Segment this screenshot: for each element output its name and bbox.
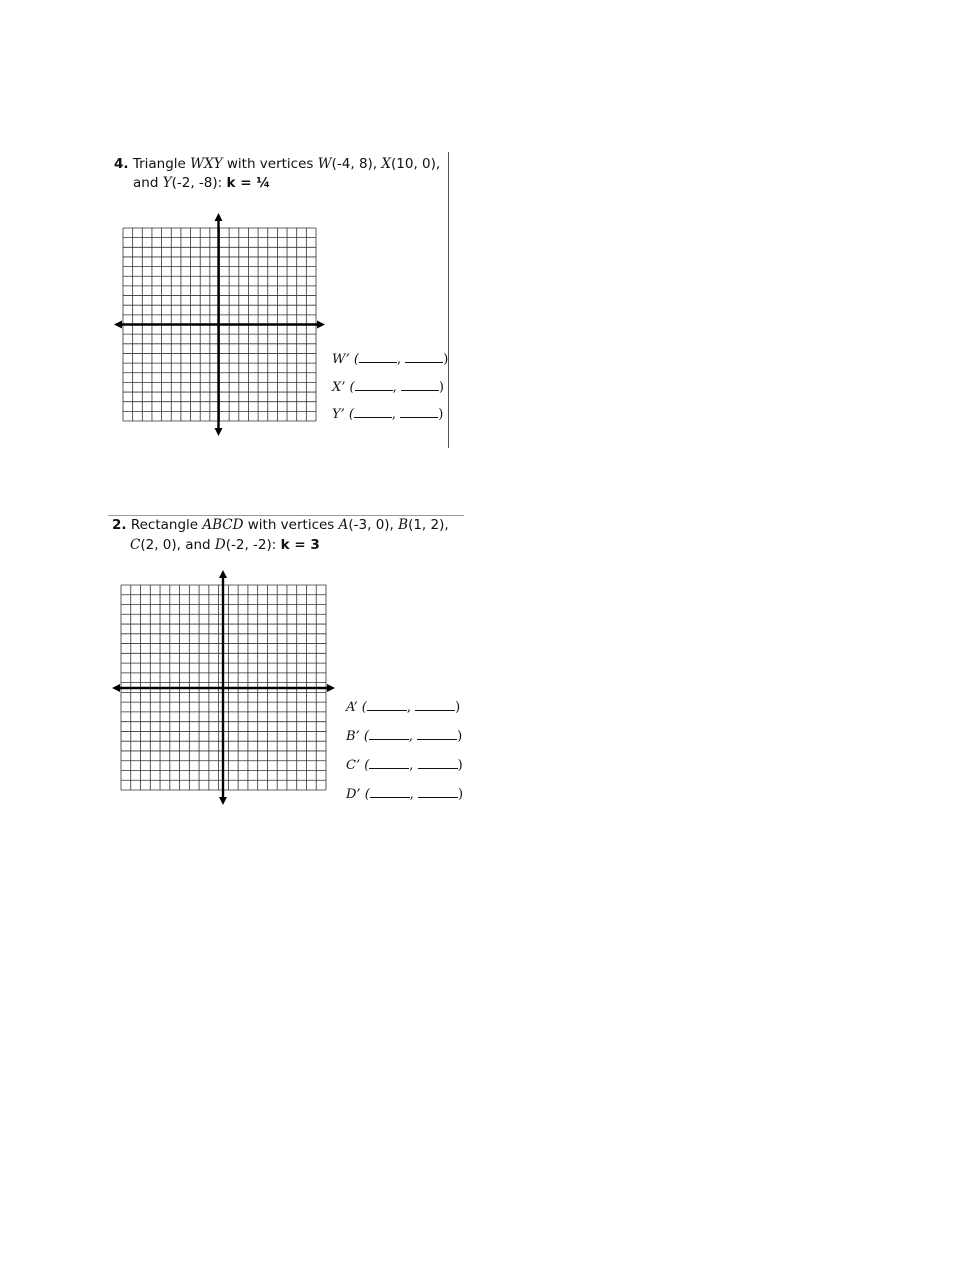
shape-name: WXY: [190, 156, 223, 172]
paren: ): [457, 729, 463, 744]
paren: ): [455, 700, 461, 715]
answer-blank-y[interactable]: [417, 727, 457, 740]
comma: ,: [396, 352, 402, 367]
answer-label: A’ (: [346, 700, 367, 715]
answer-blank-x[interactable]: [354, 405, 392, 418]
vertex-coord: (-2, -2):: [225, 537, 277, 553]
answer-row-x: [332, 378, 444, 395]
answer-blank-x[interactable]: [369, 727, 409, 740]
vertex-coord: (-4, 8),: [331, 156, 378, 172]
answer-row-w: [332, 350, 448, 367]
vertex-coord: (2, 0), and: [140, 537, 211, 553]
answer-blank-y[interactable]: [415, 698, 455, 711]
answer-blank-y[interactable]: [418, 756, 458, 769]
vertex-name: X: [381, 156, 392, 172]
answer-blank-y[interactable]: [405, 350, 443, 363]
y-axis-arrow-up: [215, 213, 223, 221]
problem-2-line1: [112, 516, 449, 535]
answer-label: B’ (: [346, 729, 369, 744]
answer-blank-x[interactable]: [370, 785, 410, 798]
vertex-coord: (10, 0),: [391, 156, 441, 172]
text: Triangle: [132, 156, 186, 172]
vertex-name: Y: [162, 175, 172, 191]
answer-blank-x[interactable]: [359, 350, 397, 363]
x-axis-arrow-left: [112, 684, 120, 692]
y-axis-arrow-down: [219, 797, 227, 805]
scale-factor: k = ¼: [226, 175, 271, 191]
problem-2-line2: [130, 536, 320, 555]
vertex-name: D: [214, 537, 226, 553]
text: with vertices: [247, 517, 335, 533]
answer-label: D’ (: [346, 787, 370, 802]
vertex-name: W: [317, 156, 332, 172]
comma: ,: [391, 407, 397, 422]
paren: ): [438, 380, 444, 395]
paren: ): [457, 758, 463, 773]
text: Rectangle: [130, 517, 199, 533]
x-axis-arrow-right: [317, 321, 325, 329]
paren: ): [458, 787, 464, 802]
answer-blank-y[interactable]: [400, 405, 438, 418]
vertex-coord: (-3, 0),: [348, 517, 394, 533]
y-axis-arrow-up: [219, 570, 227, 578]
answer-blank-x[interactable]: [369, 756, 409, 769]
answer-label: W’ (: [332, 352, 359, 367]
text: and: [133, 175, 159, 191]
vertex-name: C: [130, 537, 141, 553]
answer-blank-x[interactable]: [355, 378, 393, 391]
answer-label: C’ (: [346, 758, 370, 773]
answer-blank-y[interactable]: [418, 785, 458, 798]
answer-row-a: [346, 698, 460, 715]
text: with vertices: [226, 156, 314, 172]
shape-name: ABCD: [202, 517, 244, 533]
answer-row-c: [346, 756, 463, 773]
problem-number: 2.: [112, 517, 127, 533]
paren: ): [443, 352, 449, 367]
scale-factor: k = 3: [280, 537, 320, 553]
y-axis-arrow-down: [215, 428, 223, 436]
vertex-coord: (-2, -8):: [171, 175, 223, 191]
vertex-name: B: [398, 517, 409, 533]
comma: ,: [409, 758, 414, 773]
comma: ,: [409, 787, 414, 802]
answer-row-b: [346, 727, 462, 744]
answer-row-d: [346, 785, 463, 802]
comma: ,: [392, 380, 397, 395]
answer-label: X’ (: [332, 380, 355, 395]
comma: ,: [408, 729, 414, 744]
vertex-coord: (1, 2),: [408, 517, 449, 533]
paren: ): [438, 407, 444, 422]
x-axis-arrow-left: [114, 321, 122, 329]
answer-blank-y[interactable]: [401, 378, 439, 391]
answer-label: Y’ (: [332, 407, 354, 422]
answer-row-y: [332, 405, 443, 422]
answer-blank-x[interactable]: [367, 698, 407, 711]
x-axis-arrow-right: [327, 684, 335, 692]
problem-number: 4.: [114, 156, 129, 172]
vertex-name: A: [338, 517, 349, 533]
comma: ,: [406, 700, 411, 715]
